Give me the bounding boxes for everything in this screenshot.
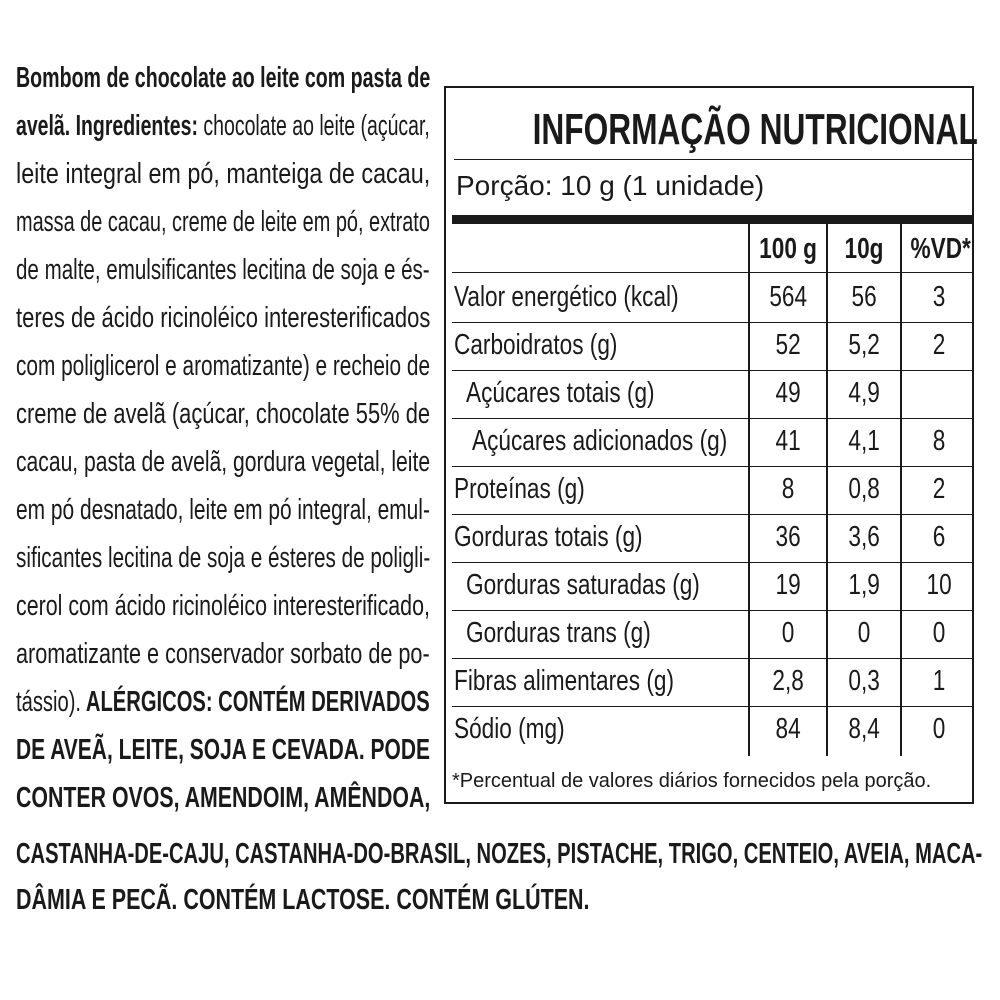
nutrient-row (452, 706, 972, 754)
ingredient-line (16, 54, 430, 102)
nutrient-label: Açúcares adicionados (g) (472, 425, 728, 457)
daily-value-percent: 2 (932, 329, 946, 361)
ingredient-line (16, 150, 430, 198)
ingredient-text-segment: de malte, emulsificantes lecitina de soja e és- (16, 254, 430, 286)
ingredient-line (16, 678, 430, 726)
daily-value-percent: 8 (932, 425, 946, 457)
ingredient-text-segment: em pó desnatado, leite em pó integral, emul- (16, 494, 430, 526)
table-header-row (452, 226, 972, 273)
ingredient-text-segment: Bombom de chocolate ao leite com pasta de (16, 62, 431, 94)
ingredient-text-segment: leite integral em pó, manteiga de cacau, (16, 158, 431, 190)
nutrient-label: Açúcares totais (g) (466, 377, 655, 409)
allergen-line: DÂMIA E PECÃ. CONTÉM LACTOSE. CONTÉM GLÚTEN. (16, 884, 590, 916)
nutrition-facts-table (444, 86, 978, 804)
ingredient-text-segment: chocolate ao leite (açúcar, (197, 110, 430, 142)
value-per-portion: 3,6 (848, 521, 880, 553)
nutrient-row (452, 610, 972, 659)
ingredient-text-segment: cacau, pasta de avelã, gordura vegetal, leite (16, 446, 431, 478)
daily-value-percent (902, 370, 976, 416)
value-per-portion: 0 (857, 617, 871, 649)
value-per-portion: 4,9 (848, 377, 880, 409)
nutrient-label: Sódio (mg) (454, 713, 565, 745)
nutrient-row (452, 658, 972, 707)
ingredient-line (16, 438, 430, 486)
allergen-line: CASTANHA-DE-CAJU, CASTANHA-DO-BRASIL, NOZES, PISTACHE, TRIGO, CENTEIO, AVEIA, MACA- (16, 838, 983, 870)
ingredient-text-segment: aromatizante e conservador sorbato de po- (16, 638, 430, 670)
value-per-portion: 1,9 (848, 569, 880, 601)
column-divider (748, 224, 750, 756)
ingredient-line (16, 726, 430, 774)
ingredient-text-segment: DE AVEÃ, LEITE, SOJA E CEVADA. PODE (16, 734, 431, 766)
nutrient-row (452, 274, 972, 323)
nutrition-title: INFORMAÇÃO NUTRICIONAL (532, 105, 978, 154)
daily-value-percent: 1 (932, 665, 946, 697)
value-per-portion: 8,4 (848, 713, 880, 745)
ingredient-line (16, 102, 430, 150)
ingredient-text-segment: tássio). (16, 686, 82, 718)
ingredient-text-segment: avelã. Ingredientes: (16, 110, 198, 142)
value-per-100g: 2,8 (772, 665, 804, 697)
value-per-100g: 19 (775, 569, 801, 601)
ingredient-text-segment: massa de cacau, creme de leite em pó, extrato (16, 206, 430, 238)
value-per-portion: 0,8 (848, 473, 880, 505)
daily-value-percent: 0 (932, 617, 946, 649)
nutrient-row (452, 370, 972, 419)
nutrient-label: Gorduras saturadas (g) (466, 569, 700, 601)
ingredient-line (16, 294, 430, 342)
nutrient-row (452, 466, 972, 515)
header-vd: %VD* (910, 233, 971, 265)
portion-size: Porção: 10 g (1 unidade) (456, 170, 765, 201)
daily-value-percent: 3 (932, 281, 946, 313)
value-per-100g: 8 (781, 473, 795, 505)
ingredient-text-segment: teres de ácido ricinoléico interesterificados (16, 302, 431, 334)
nutrient-label: Fibras alimentares (g) (454, 665, 674, 697)
ingredient-text-segment: ALÉRGICOS: CONTÉM DERIVADOS (81, 686, 430, 718)
value-per-100g: 0 (781, 617, 795, 649)
value-per-100g: 41 (775, 425, 801, 457)
value-per-100g: 564 (769, 281, 807, 313)
ingredient-text-segment: CONTER OVOS, AMENDOIM, AMÊNDOA, (16, 782, 431, 814)
ingredient-line (16, 246, 430, 294)
ingredient-text-segment: cerol com ácido ricinoléico interesterificado, (16, 590, 430, 622)
value-per-portion: 4,1 (848, 425, 880, 457)
column-divider (900, 224, 902, 756)
ingredient-line (16, 774, 430, 822)
ingredient-line (16, 486, 430, 534)
header-100g: 100 g (759, 233, 817, 265)
ingredient-line (16, 582, 430, 630)
value-per-100g: 49 (775, 377, 801, 409)
nutrient-row (452, 322, 972, 371)
ingredient-line (16, 198, 430, 246)
value-per-portion: 5,2 (848, 329, 880, 361)
value-per-100g: 84 (775, 713, 801, 745)
title-divider (454, 159, 972, 160)
nutrient-label: Gorduras totais (g) (454, 521, 643, 553)
nutrient-label: Gorduras trans (g) (466, 617, 651, 649)
nutrient-row (452, 514, 972, 563)
ingredient-text-segment: com poliglicerol e aromatizante) e recheio de (16, 350, 431, 382)
ingredient-line (16, 390, 430, 438)
nutrient-label: Proteínas (g) (454, 473, 585, 505)
ingredient-line (16, 534, 430, 582)
footnote: *Percentual de valores diários fornecidos pela porção. (452, 770, 932, 792)
value-per-portion: 0,3 (848, 665, 880, 697)
column-divider (826, 224, 828, 756)
ingredient-line (16, 630, 430, 678)
nutrient-label: Valor energético (kcal) (454, 281, 679, 313)
ingredient-text-segment: creme de avelã (açúcar, chocolate 55% de (16, 398, 431, 430)
thick-divider (452, 215, 972, 224)
daily-value-percent: 6 (932, 521, 946, 553)
ingredient-text-segment: sificantes lecitina de soja e ésteres de poligli- (16, 542, 431, 574)
value-per-portion: 56 (851, 281, 877, 313)
value-per-100g: 36 (775, 521, 801, 553)
header-10g: 10g (844, 233, 884, 265)
ingredient-line (16, 342, 430, 390)
daily-value-percent: 0 (932, 713, 946, 745)
nutrient-row (452, 562, 972, 611)
nutrient-label: Carboidratos (g) (454, 329, 618, 361)
nutrient-row (452, 418, 972, 467)
value-per-100g: 52 (775, 329, 801, 361)
daily-value-percent: 10 (926, 569, 952, 601)
daily-value-percent: 2 (932, 473, 946, 505)
